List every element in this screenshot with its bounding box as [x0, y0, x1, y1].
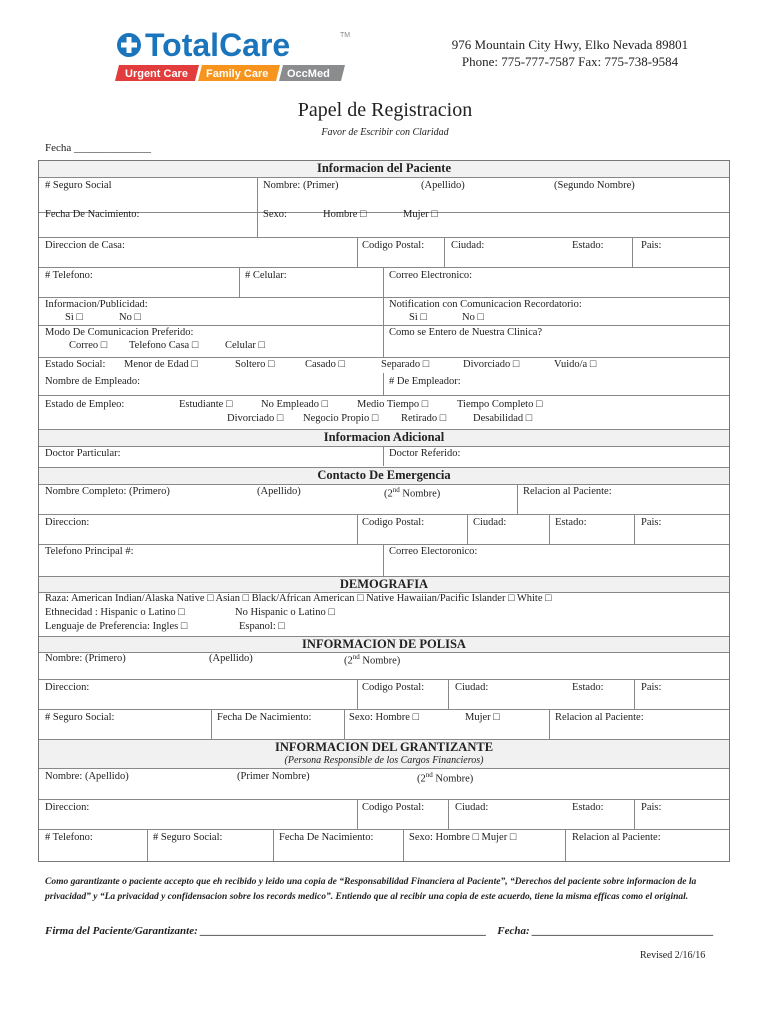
direccion-casa-field[interactable]: Direccion de Casa:: [45, 240, 125, 251]
doctor-referido-field[interactable]: Doctor Referido:: [389, 448, 461, 459]
revision-date: Revised 2/16/16: [640, 950, 706, 961]
correo-electronico-field[interactable]: Correo Electronico:: [389, 270, 473, 281]
pais-field[interactable]: Pais:: [641, 240, 662, 251]
modo-correo-checkbox[interactable]: Correo □: [69, 340, 108, 351]
raza-options[interactable]: Raza: American Indian/Alaska Native □ Asian □ Black/African American □ Native Hawaiian/Pacific Islander □ White □: [45, 593, 552, 604]
notificacion-label: Notification con Comunicacion Recordatorio:: [389, 299, 582, 310]
negocio-propio-checkbox[interactable]: Negocio Propio □: [303, 413, 379, 424]
svg-text:Family Care: Family Care: [206, 68, 269, 80]
section-paciente: Informacion del Paciente: [39, 161, 729, 178]
desabilidad-checkbox[interactable]: Desabilidad □: [473, 413, 533, 424]
grantizante-estado-field[interactable]: Estado:: [572, 802, 604, 813]
grantizante-ciudad-field[interactable]: Ciudad:: [455, 802, 489, 813]
polisa-hombre-checkbox[interactable]: Sexo: Hombre □: [349, 712, 419, 723]
svg-text:TM: TM: [340, 32, 351, 39]
polisa-seguro-field[interactable]: # Seguro Social:: [45, 712, 115, 723]
polisa-estado-field[interactable]: Estado:: [572, 682, 604, 693]
estado-social-label: Estado Social:: [45, 359, 106, 370]
estado-empleo-label: Estado de Empleo:: [45, 399, 125, 410]
codigo-postal-field[interactable]: Codigo Postal:: [362, 240, 425, 251]
firma-field[interactable]: Firma del Paciente/Garantizante: ____________________________________________________: [45, 925, 487, 937]
divorciado-checkbox[interactable]: Divorciado □: [463, 359, 520, 370]
address-line: 976 Mountain City Hwy, Elko Nevada 89801: [451, 37, 689, 52]
como-se-entero-field[interactable]: Como se Entero de Nuestra Clinica?: [389, 327, 543, 338]
polisa-ciudad-field[interactable]: Ciudad:: [455, 682, 489, 693]
polisa-mujer-checkbox[interactable]: Mujer □: [465, 712, 500, 723]
nombre-primer-field[interactable]: Nombre: (Primer): [263, 180, 339, 191]
ciudad-field[interactable]: Ciudad:: [451, 240, 485, 251]
polisa-direccion-field[interactable]: Direccion:: [45, 682, 90, 693]
publicidad-label: Informacion/Publicidad:: [45, 299, 148, 310]
casado-checkbox[interactable]: Casado □: [305, 359, 345, 370]
emergencia-ciudad-field[interactable]: Ciudad:: [473, 517, 507, 528]
apellido-field[interactable]: (Apellido): [421, 180, 465, 191]
notificacion-si-checkbox[interactable]: Sì □: [409, 312, 427, 323]
registration-form: [38, 160, 730, 862]
lenguaje-ingles-checkbox[interactable]: Lenguaje de Preferencia: Ingles □: [45, 621, 188, 632]
emergencia-segundo-field[interactable]: (2nd Nombre): [384, 486, 441, 500]
notificacion-no-checkbox[interactable]: No □: [462, 312, 484, 323]
consent-paragraph: Como garantizante o paciente accepto que eh recibido y leido una copia de “Responsabilidad Financiera al Paciente”, “Derechos del paciente sobre informacion de la privacidad” y “La privacidad y confidensacion sobre los records medico”. Entiendo que al recibir una copia de este acuerdo, tiene la misma efficas como el original.: [45, 877, 697, 902]
emergencia-relacion-field[interactable]: Relacion al Paciente:: [523, 486, 612, 497]
grantizante-pais-field[interactable]: Pais:: [641, 802, 662, 813]
soltero-checkbox[interactable]: Soltero □: [235, 359, 275, 370]
fecha-field[interactable]: Fecha ______________: [45, 142, 152, 154]
grantizante-nacimiento-field[interactable]: Fecha De Nacimiento:: [279, 832, 374, 843]
medio-tiempo-checkbox[interactable]: Medio Tiempo □: [357, 399, 429, 410]
emergencia-correo-field[interactable]: Correo Electoronico:: [389, 546, 478, 557]
grantizante-seguro-field[interactable]: # Seguro Social:: [153, 832, 223, 843]
emergencia-telefono-field[interactable]: Telefono Principal #:: [45, 546, 134, 557]
svg-text:OccMed: OccMed: [287, 68, 330, 80]
celular-field[interactable]: # Celular:: [245, 270, 287, 281]
grantizante-sexo-checkbox[interactable]: Sexo: Hombre □ Mujer □: [409, 832, 517, 843]
section-emergencia: Contacto De Emergencia: [39, 467, 729, 485]
emergencia-apellido-field[interactable]: (Apellido): [257, 486, 301, 497]
emergencia-direccion-field[interactable]: Direccion:: [45, 517, 90, 528]
signature-line[interactable]: [45, 925, 714, 937]
section-adicional: Informacion Adicional: [39, 429, 729, 447]
phone-line: Phone: 775-777-7587 Fax: 775-738-9584: [461, 54, 679, 69]
totalcare-logo: [115, 25, 355, 87]
retirado-checkbox[interactable]: Retirado □: [401, 413, 447, 424]
emergencia-estado-field[interactable]: Estado:: [555, 517, 587, 528]
viudo-checkbox[interactable]: Vuido/a □: [554, 359, 597, 370]
section-demografia: DEMOGRAFIA: [39, 576, 729, 593]
grantizante-postal-field[interactable]: Codigo Postal:: [362, 802, 425, 813]
grantizante-apellido-field[interactable]: Nombre: (Apellido): [45, 771, 129, 782]
ethnicidad-hispanic-checkbox[interactable]: Ethnecidad : Hispanic o Latino □: [45, 607, 185, 618]
grantizante-segundo-field[interactable]: (2nd Nombre): [417, 771, 474, 785]
polisa-pais-field[interactable]: Pais:: [641, 682, 662, 693]
svg-text:TotalCare: TotalCare: [145, 27, 291, 63]
grantizante-relacion-field[interactable]: Relacion al Paciente:: [572, 832, 661, 843]
no-empleado-checkbox[interactable]: No Empleado □: [261, 399, 328, 410]
grantizante-primer-field[interactable]: (Primer Nombre): [237, 771, 310, 782]
telefono-field[interactable]: # Telefono:: [45, 270, 93, 281]
publicidad-no-checkbox[interactable]: No □: [119, 312, 141, 323]
page-title: Papel de Registracion: [297, 99, 473, 121]
hombre-checkbox[interactable]: Hombre □: [323, 209, 367, 220]
grantizante-direccion-field[interactable]: Direccion:: [45, 802, 90, 813]
clinic-address: [420, 36, 720, 70]
ethnicidad-no-hispanic-checkbox[interactable]: No Hispanic o Latino □: [235, 607, 335, 618]
polisa-relacion-field[interactable]: Relacion al Paciente:: [555, 712, 644, 723]
polisa-nacimiento-field[interactable]: Fecha De Nacimiento:: [217, 712, 312, 723]
estudiante-checkbox[interactable]: Estudiante □: [179, 399, 233, 410]
page-subtitle: Favor de Escribir con Claridad: [321, 127, 449, 138]
section-polisa: INFORMACION DE POLISA: [39, 636, 729, 653]
seguro-social-field[interactable]: # Seguro Social: [45, 180, 112, 191]
section-grantizante: [39, 739, 729, 769]
menor-edad-checkbox[interactable]: Menor de Edad □: [124, 359, 198, 370]
emergencia-pais-field[interactable]: Pais:: [641, 517, 662, 528]
publicidad-si-checkbox[interactable]: Sì □: [65, 312, 83, 323]
grantizante-subtitle: (Persona Responsible de los Cargos Financieros): [284, 755, 484, 766]
modo-telefono-checkbox[interactable]: Telefono Casa □: [129, 340, 199, 351]
emergencia-nombre-field[interactable]: Nombre Completo: (Primero): [45, 486, 170, 497]
fecha-nacimiento-field[interactable]: Fecha De Nacimiento:: [45, 209, 140, 220]
segundo-nombre-field[interactable]: (Segundo Nombre): [554, 180, 635, 191]
firma-fecha-field[interactable]: Fecha: _________________________________: [497, 925, 714, 937]
svg-text:Urgent Care: Urgent Care: [125, 68, 188, 80]
polisa-postal-field[interactable]: Codigo Postal:: [362, 682, 425, 693]
divorciado-empleo-checkbox[interactable]: Divorciado □: [227, 413, 284, 424]
polisa-segundo-field[interactable]: (2nd Nombre): [344, 653, 401, 667]
polisa-nombre-field[interactable]: Nombre: (Primero): [45, 653, 126, 664]
estado-field[interactable]: Estado:: [572, 240, 604, 251]
numero-empleador-field[interactable]: # De Empleador:: [389, 376, 461, 387]
polisa-apellido-field[interactable]: (Apellido): [209, 653, 253, 664]
nombre-empleado-field[interactable]: Nombre de Empleado:: [45, 376, 141, 387]
modo-celular-checkbox[interactable]: Celular □: [225, 340, 265, 351]
grantizante-telefono-field[interactable]: # Telefono:: [45, 832, 93, 843]
lenguaje-espanol-checkbox[interactable]: Espanol: □: [239, 621, 285, 632]
grantizante-title: INFORMACION DEL GRANTIZANTE: [274, 740, 494, 754]
separado-checkbox[interactable]: Separado □: [381, 359, 430, 370]
tiempo-completo-checkbox[interactable]: Tiempo Completo □: [457, 399, 543, 410]
modo-comunicacion-label: Modo De Comunicacion Preferido:: [45, 327, 194, 338]
sexo-label: Sexo:: [263, 209, 287, 220]
mujer-checkbox[interactable]: Mujer □: [403, 209, 438, 220]
emergencia-postal-field[interactable]: Codigo Postal:: [362, 517, 425, 528]
doctor-particular-field[interactable]: Doctor Particular:: [45, 448, 121, 459]
